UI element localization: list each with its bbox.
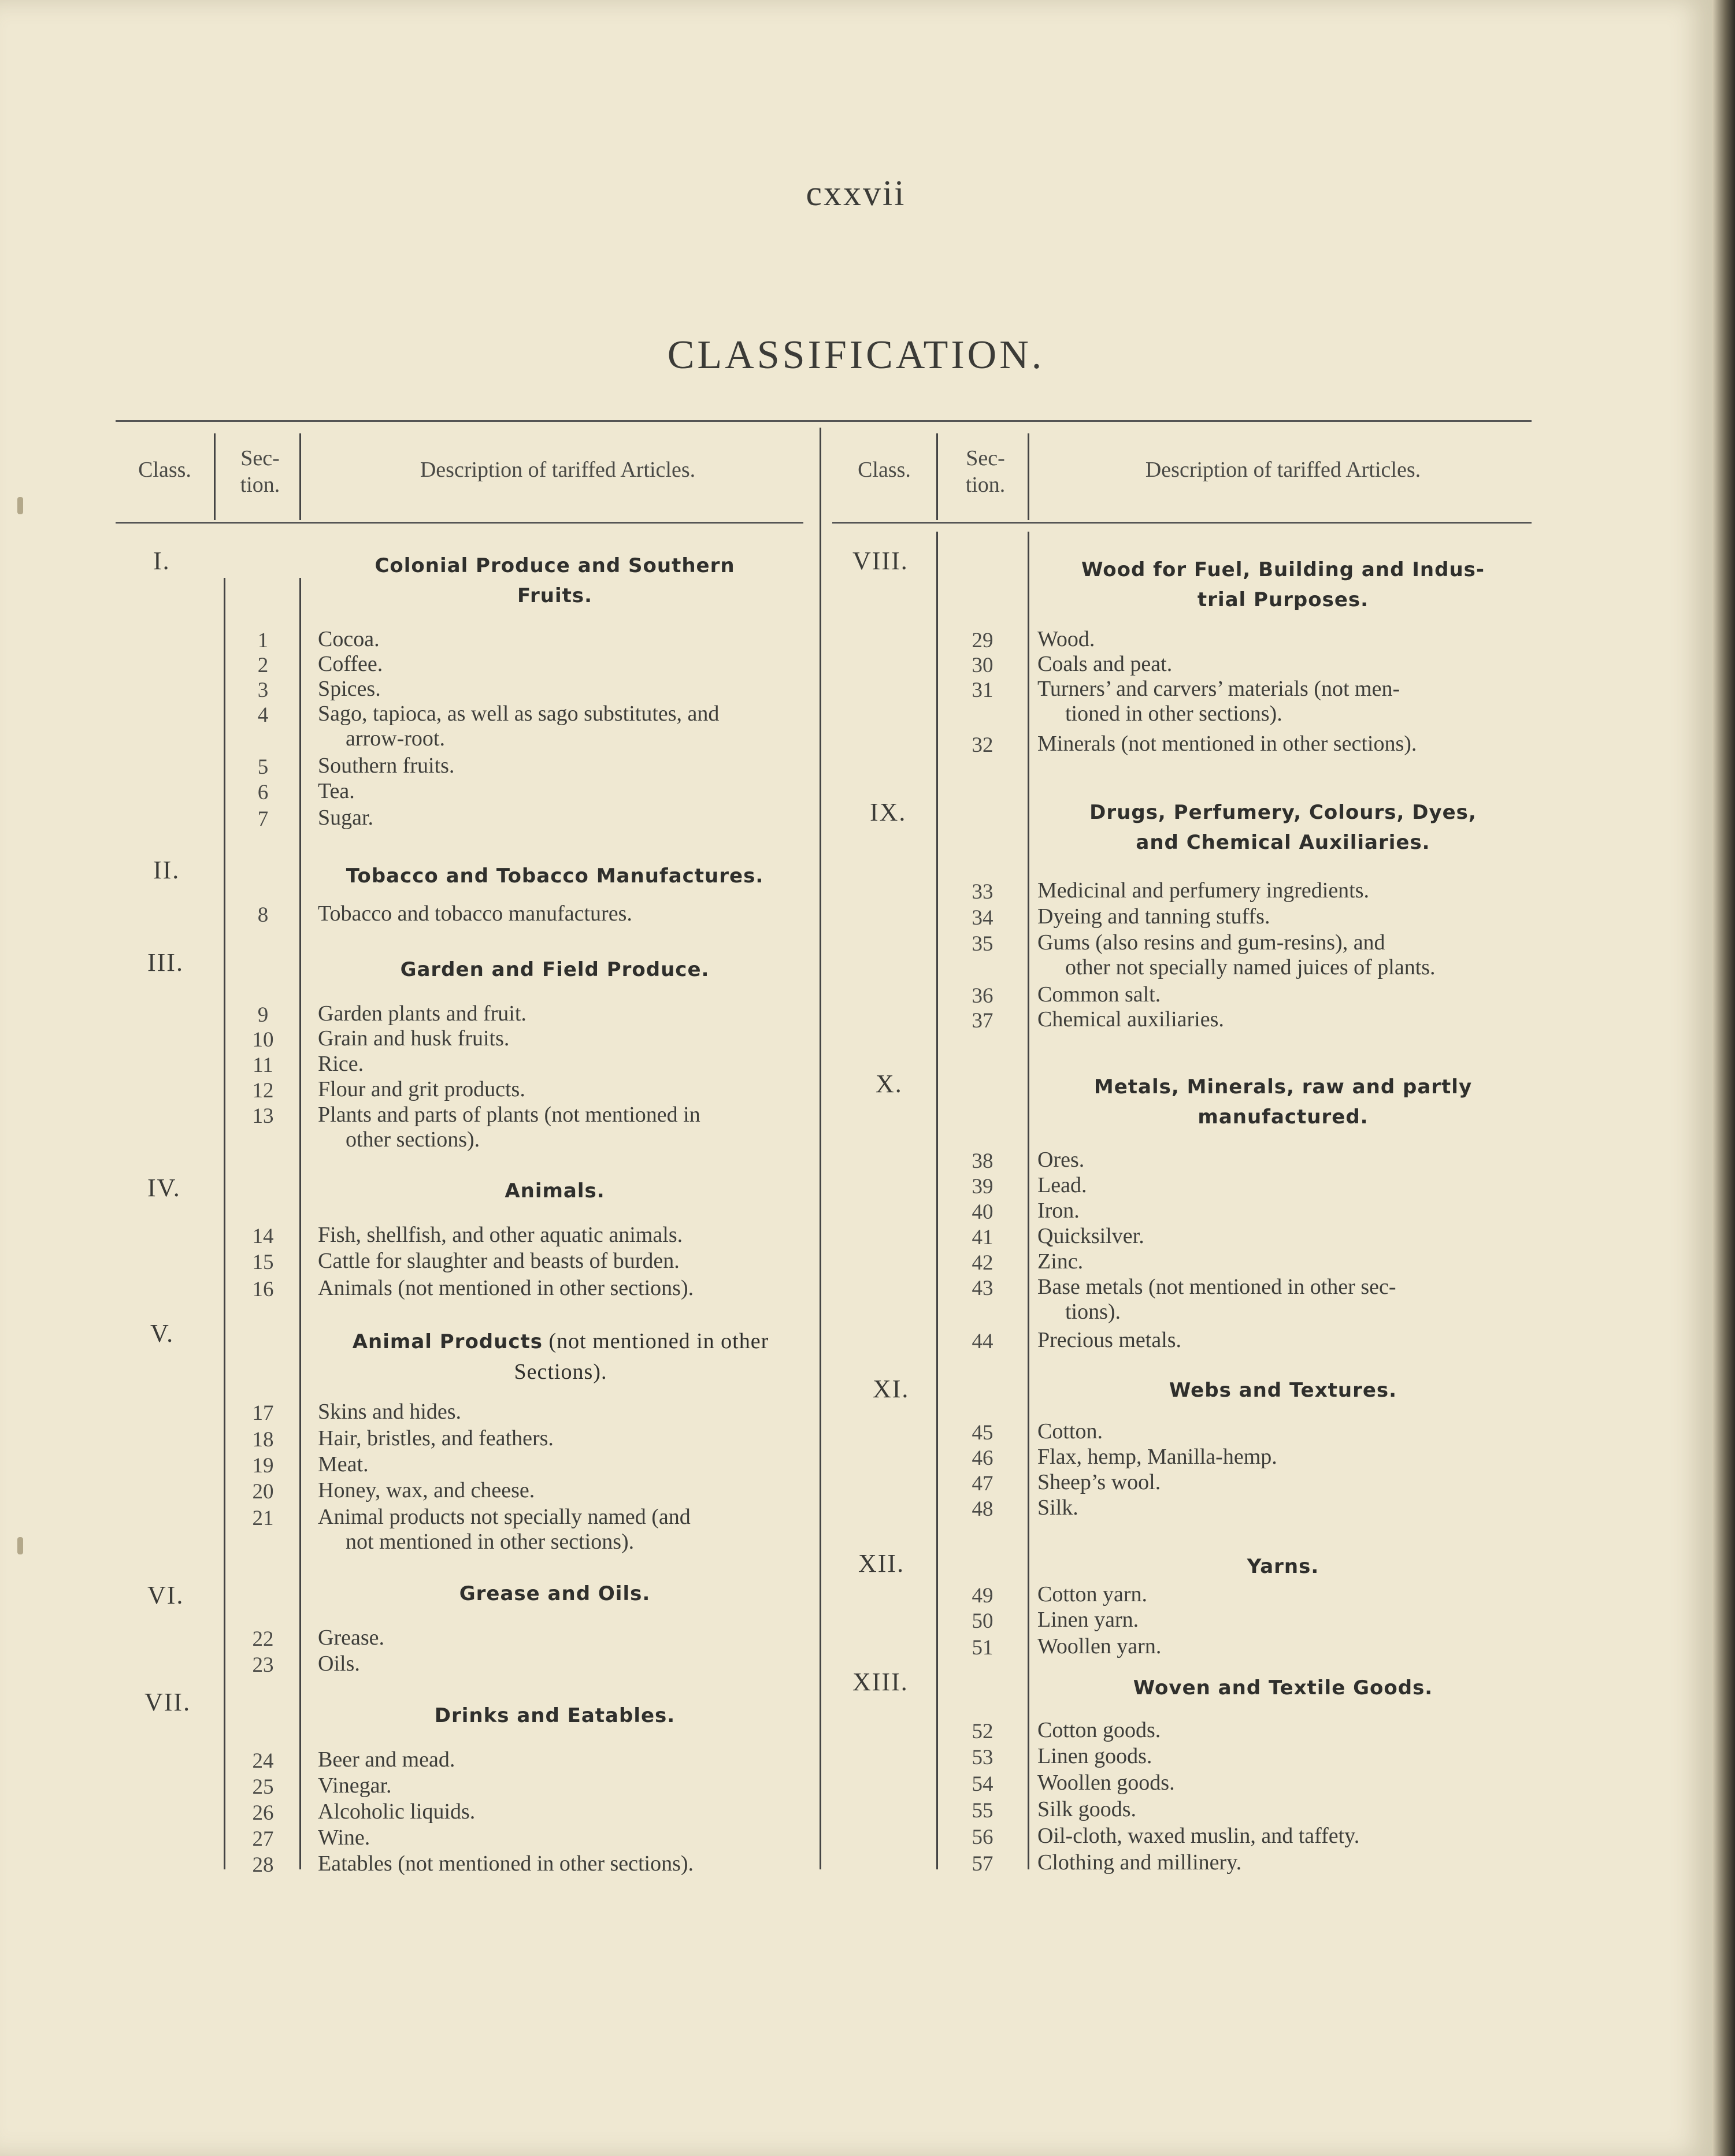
- class-heading: Animals.: [505, 1179, 605, 1203]
- class-heading: Woven and Textile Goods.: [1133, 1676, 1433, 1699]
- item-description: Southern fruits.: [318, 754, 455, 778]
- item-description: Linen goods.: [1037, 1744, 1152, 1768]
- section-number: 19: [252, 1454, 274, 1478]
- section-number: 25: [252, 1775, 274, 1799]
- class-heading: Yarns.: [1247, 1555, 1319, 1578]
- page-number: cxxvii: [806, 174, 906, 213]
- item-text-continued: other not specially named juices of plants.: [1065, 955, 1436, 979]
- section-number: 28: [252, 1853, 274, 1877]
- item-description: Alcoholic liquids.: [318, 1799, 476, 1824]
- class-heading: [306, 551, 803, 611]
- class-number: V.: [150, 1319, 175, 1348]
- column-separator: [214, 433, 216, 520]
- section-number: 35: [972, 932, 993, 956]
- section-number: 30: [972, 654, 993, 677]
- item-description: Tea.: [318, 779, 355, 803]
- class-heading: [306, 1326, 815, 1387]
- item-description: Spices.: [318, 677, 381, 701]
- item-description: Coffee.: [318, 652, 383, 676]
- item-description: Linen yarn.: [1037, 1608, 1139, 1632]
- header-description: Description of tariffed Articles.: [1145, 458, 1421, 482]
- class-heading: Garden and Field Produce.: [400, 958, 710, 981]
- section-number: 24: [252, 1749, 274, 1773]
- section-number: 32: [972, 733, 993, 757]
- class-heading-text: Fruits.: [517, 584, 593, 607]
- item-description: Flax, hemp, Manilla-hemp.: [1037, 1445, 1277, 1469]
- class-heading: Drinks and Eatables.: [434, 1704, 676, 1727]
- class-number: II.: [153, 856, 180, 884]
- section-number: 50: [972, 1609, 993, 1633]
- item-description: Minerals (not mentioned in other sections).: [1037, 732, 1417, 756]
- item-description: [1037, 677, 1400, 726]
- section-number: 53: [972, 1746, 993, 1769]
- item-description: Lead.: [1037, 1173, 1087, 1197]
- header-section-l1: Sec-: [966, 446, 1005, 470]
- item-text: Gums (also resins and gum-resins), and: [1037, 930, 1385, 955]
- item-description: Skins and hides.: [318, 1400, 462, 1424]
- class-heading-text: manufactured.: [1198, 1105, 1369, 1129]
- item-description: Vinegar.: [318, 1773, 392, 1798]
- item-description: Cotton goods.: [1037, 1718, 1161, 1742]
- class-heading-text: Metals, Minerals, raw and partly: [1093, 1075, 1473, 1099]
- item-text-continued: tioned in other sections).: [1065, 702, 1282, 726]
- header-section-l2: tion.: [240, 473, 280, 497]
- class-heading-note: Sections).: [514, 1360, 607, 1384]
- section-number: 11: [253, 1053, 273, 1077]
- class-heading-text: trial Purposes.: [1197, 588, 1369, 611]
- item-description: Ores.: [1037, 1148, 1085, 1172]
- item-description: Quicksilver.: [1037, 1224, 1144, 1248]
- center-divider: [820, 428, 821, 1869]
- column-separator: [936, 532, 938, 1869]
- item-text: Animal products not specially named (and: [318, 1505, 691, 1529]
- header-class: Class.: [858, 458, 911, 482]
- header-section-l1: Sec-: [240, 446, 280, 470]
- section-number: 6: [257, 781, 269, 804]
- item-description: Sheep’s wool.: [1037, 1470, 1161, 1494]
- item-text-continued: not mentioned in other sections).: [346, 1530, 635, 1554]
- item-description: Meat.: [318, 1452, 369, 1476]
- item-description: Medicinal and perfumery ingredients.: [1037, 878, 1370, 903]
- item-description: Honey, wax, and cheese.: [318, 1478, 535, 1502]
- column-separator: [299, 433, 301, 520]
- item-description: Cattle for slaughter and beasts of burden.: [318, 1249, 680, 1273]
- item-description: Iron.: [1037, 1198, 1080, 1223]
- item-description: [1037, 1275, 1396, 1324]
- section-number: 14: [252, 1224, 274, 1248]
- item-description: Woollen yarn.: [1037, 1634, 1162, 1658]
- section-number: 40: [972, 1200, 993, 1224]
- section-number: 37: [972, 1009, 993, 1033]
- section-number: 33: [972, 880, 993, 904]
- header-class: Class.: [138, 458, 191, 482]
- class-heading: [1035, 555, 1532, 615]
- section-number: 3: [257, 678, 269, 702]
- section-number: 45: [972, 1421, 993, 1445]
- item-description: Sugar.: [318, 806, 374, 830]
- item-description: Precious metals.: [1037, 1328, 1182, 1352]
- item-text: Sago, tapioca, as well as sago substitutes, and: [318, 702, 720, 726]
- page-title: CLASSIFICATION.: [667, 333, 1045, 377]
- section-number: 39: [972, 1175, 993, 1198]
- header-description: Description of tariffed Articles.: [420, 458, 696, 482]
- section-number: 9: [257, 1003, 269, 1027]
- item-description: Cocoa.: [318, 627, 380, 651]
- section-number: 20: [252, 1480, 274, 1504]
- item-description: Beer and mead.: [318, 1747, 455, 1772]
- item-description: Silk goods.: [1037, 1797, 1137, 1821]
- item-description: [1037, 930, 1436, 980]
- section-number: 17: [252, 1401, 274, 1425]
- item-text-continued: tions).: [1065, 1300, 1121, 1324]
- column-separator: [936, 433, 938, 520]
- item-description: Oil-cloth, waxed muslin, and taffety.: [1037, 1824, 1360, 1848]
- class-heading: [1035, 797, 1532, 858]
- section-number: 36: [972, 984, 993, 1008]
- item-description: Wine.: [318, 1825, 370, 1850]
- section-number: 23: [252, 1653, 274, 1677]
- header-section: [223, 445, 298, 498]
- book-spine-edge: [1712, 0, 1735, 2156]
- section-number: 31: [972, 678, 993, 702]
- section-number: 52: [972, 1720, 993, 1743]
- class-number: VI.: [147, 1581, 184, 1609]
- section-number: 51: [972, 1636, 993, 1660]
- section-number: 34: [972, 906, 993, 930]
- item-description: Clothing and millinery.: [1037, 1850, 1242, 1875]
- item-description: Coals and peat.: [1037, 652, 1173, 676]
- class-number: IX.: [870, 798, 907, 826]
- item-description: Garden plants and fruit.: [318, 1001, 527, 1026]
- column-separator: [299, 578, 301, 1869]
- class-heading-note: (not mentioned in other: [543, 1329, 769, 1353]
- section-number: 16: [252, 1278, 274, 1301]
- class-heading-text: Colonial Produce and Southern: [375, 554, 735, 577]
- class-number: X.: [876, 1070, 903, 1098]
- section-number: 12: [252, 1079, 274, 1103]
- class-number: VIII.: [852, 547, 909, 575]
- section-number: 49: [972, 1584, 993, 1608]
- item-description: Hair, bristles, and feathers.: [318, 1426, 554, 1450]
- binding-mark: [17, 497, 23, 514]
- section-number: 56: [972, 1825, 993, 1849]
- class-number: XIII.: [852, 1668, 909, 1696]
- section-number: 22: [252, 1627, 274, 1651]
- header-section-l2: tion.: [965, 473, 1006, 497]
- section-number: 55: [972, 1799, 993, 1823]
- class-heading: Tobacco and Tobacco Manufactures.: [346, 864, 764, 888]
- item-description: Cotton.: [1037, 1419, 1103, 1443]
- class-heading-text: and Chemical Auxiliaries.: [1136, 831, 1430, 854]
- item-description: Silk.: [1037, 1496, 1078, 1520]
- item-description: Oils.: [318, 1652, 360, 1676]
- class-number: IV.: [147, 1174, 181, 1202]
- section-number: 4: [257, 703, 269, 727]
- item-description: Animals (not mentioned in other sections).: [318, 1276, 694, 1300]
- class-number: VII.: [144, 1688, 191, 1716]
- item-text: Base metals (not mentioned in other sec-: [1037, 1275, 1396, 1299]
- section-number: 13: [252, 1104, 274, 1128]
- item-description: [318, 702, 719, 751]
- item-text: Plants and parts of plants (not mentioned in: [318, 1103, 700, 1127]
- class-heading-text: Wood for Fuel, Building and Indus-: [1081, 558, 1485, 581]
- header-bottom-rule: [832, 522, 1532, 524]
- section-number: 44: [972, 1330, 993, 1353]
- item-description: Dyeing and tanning stuffs.: [1037, 904, 1270, 929]
- column-separator: [1028, 433, 1029, 520]
- class-heading-text: Drugs, Perfumery, Colours, Dyes,: [1089, 801, 1477, 824]
- section-number: 54: [972, 1772, 993, 1796]
- section-number: 26: [252, 1801, 274, 1825]
- section-number: 10: [252, 1028, 274, 1052]
- class-heading: Grease and Oils.: [459, 1582, 651, 1605]
- section-number: 5: [257, 755, 269, 779]
- column-separator: [1028, 532, 1029, 1869]
- binding-mark: [17, 1537, 23, 1554]
- section-number: 18: [252, 1428, 274, 1452]
- item-description: [318, 1505, 691, 1554]
- section-number: 8: [257, 903, 269, 927]
- item-description: Grain and husk fruits.: [318, 1026, 510, 1051]
- item-description: Common salt.: [1037, 982, 1161, 1007]
- class-number: XI.: [873, 1375, 910, 1403]
- section-number: 46: [972, 1446, 993, 1470]
- class-number: I.: [153, 547, 170, 575]
- item-text-continued: arrow-root.: [346, 726, 445, 751]
- header-section: [948, 445, 1023, 498]
- item-description: Cotton yarn.: [1037, 1582, 1147, 1606]
- class-number: III.: [147, 948, 184, 977]
- header-bottom-rule: [116, 522, 803, 524]
- item-text-continued: other sections).: [346, 1127, 480, 1152]
- section-number: 7: [257, 807, 269, 831]
- class-number: XII.: [858, 1549, 905, 1578]
- item-description: Chemical auxiliaries.: [1037, 1007, 1224, 1031]
- section-number: 43: [972, 1276, 993, 1300]
- section-number: 1: [257, 629, 269, 652]
- section-number: 41: [972, 1226, 993, 1249]
- item-description: Fish, shellfish, and other aquatic animals.: [318, 1223, 683, 1247]
- section-number: 38: [972, 1149, 993, 1173]
- section-number: 2: [257, 654, 269, 677]
- section-number: 47: [972, 1472, 993, 1496]
- item-description: Wood.: [1037, 627, 1095, 651]
- item-description: [318, 1103, 700, 1152]
- section-number: 29: [972, 629, 993, 652]
- section-number: 21: [252, 1506, 274, 1530]
- class-heading: Webs and Textures.: [1169, 1379, 1397, 1402]
- section-number: 15: [252, 1250, 274, 1274]
- item-description: Eatables (not mentioned in other sections).: [318, 1851, 694, 1876]
- item-description: Rice.: [318, 1052, 364, 1076]
- class-heading-text: Animal Products: [352, 1330, 543, 1353]
- table-top-rule: [116, 420, 1532, 422]
- item-description: Grease.: [318, 1626, 384, 1650]
- item-description: Woollen goods.: [1037, 1771, 1175, 1795]
- item-description: Tobacco and tobacco manufactures.: [318, 901, 632, 926]
- section-number: 42: [972, 1251, 993, 1275]
- section-number: 57: [972, 1852, 993, 1876]
- class-heading: [1035, 1072, 1532, 1132]
- item-text: Turners’ and carvers’ materials (not men-: [1037, 677, 1400, 701]
- section-number: 27: [252, 1827, 274, 1851]
- item-description: Zinc.: [1037, 1249, 1084, 1274]
- section-number: 48: [972, 1497, 993, 1521]
- item-description: Flour and grit products.: [318, 1077, 525, 1101]
- column-separator: [224, 578, 225, 1869]
